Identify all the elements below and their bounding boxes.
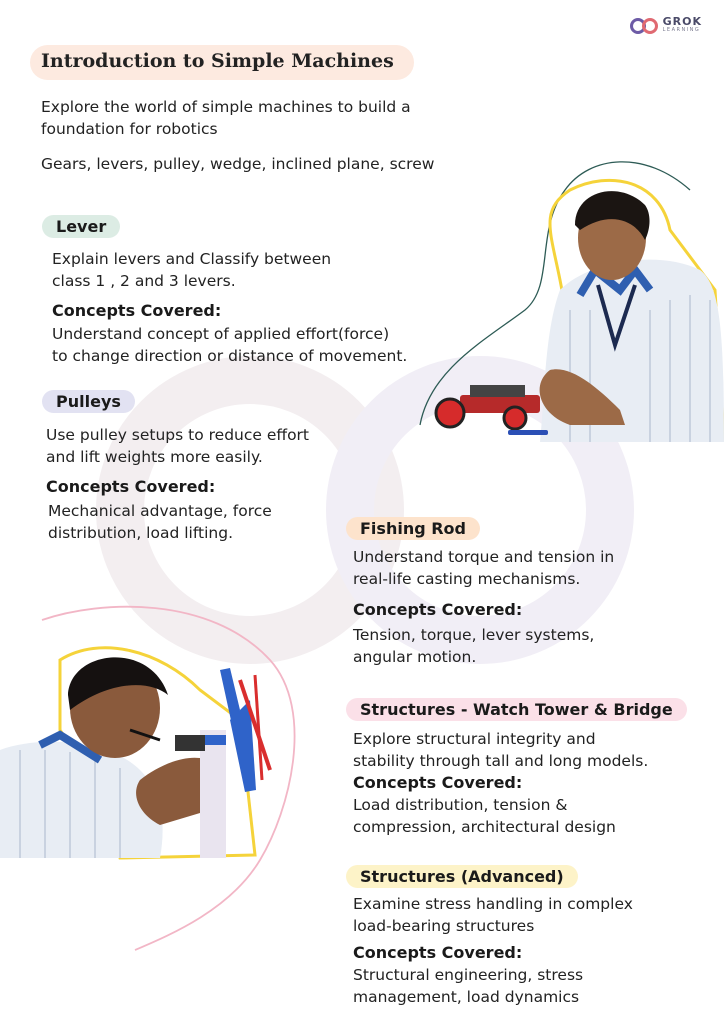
structures-concepts-label: Concepts Covered: xyxy=(353,773,523,792)
advanced-heading: Structures (Advanced) xyxy=(346,865,578,888)
page-title: Introduction to Simple Machines xyxy=(30,45,414,80)
pulleys-concepts-label: Concepts Covered: xyxy=(46,477,216,496)
student-windmill-photo xyxy=(0,640,300,860)
brand-subtitle: LEARNING xyxy=(662,27,701,33)
lever-concepts-label: Concepts Covered: xyxy=(52,301,222,320)
advanced-description: Examine stress handling in complex load-bearing structures xyxy=(353,895,633,935)
lever-heading: Lever xyxy=(42,215,120,238)
pulleys-heading: Pulleys xyxy=(42,390,135,413)
advanced-concepts: Structural engineering, stress management, load dynamics xyxy=(353,966,584,1006)
structures-concepts: Load distribution, tension & compression, architectural design xyxy=(353,796,616,836)
lever-description: Explain levers and Classify between class 1 , 2 and 3 levers. xyxy=(52,250,332,290)
structures-description: Explore structural integrity and stability through tall and long models. xyxy=(353,730,649,770)
pulleys-description: Use pulley setups to reduce effort and lift weights more easily. xyxy=(46,426,310,466)
student-robot-car-photo xyxy=(420,170,724,442)
structures-heading: Structures - Watch Tower & Bridge xyxy=(346,698,687,721)
fishing-rod-heading: Fishing Rod xyxy=(346,517,480,540)
lever-concepts: Understand concept of applied effort(force) to change direction or distance of movement. xyxy=(52,325,408,365)
brand-logo xyxy=(629,16,702,36)
intro-topics: Gears, levers, pulley, wedge, inclined plane, screw xyxy=(41,155,435,173)
fishing-rod-concepts: Tension, torque, lever systems, angular motion. xyxy=(353,626,595,666)
brand-name: GROK xyxy=(662,15,702,28)
pulleys-concepts: Mechanical advantage, force distribution, load lifting. xyxy=(48,502,272,542)
grok-logo-icon xyxy=(629,16,659,36)
advanced-concepts-label: Concepts Covered: xyxy=(353,943,523,962)
intro-description: Explore the world of simple machines to build a foundation for robotics xyxy=(41,98,411,138)
fishing-rod-description: Understand torque and tension in real-life casting mechanisms. xyxy=(353,548,615,588)
fishing-rod-concepts-label: Concepts Covered: xyxy=(353,600,523,619)
